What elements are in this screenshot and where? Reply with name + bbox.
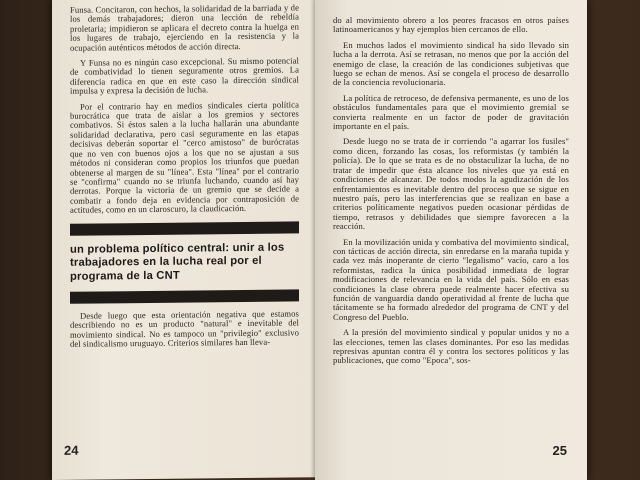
right-paragraph-6: A la presión del movimiento sindical y popular unidos y no a las elecciones, temen las clases dominantes. Por eso las medidas represivas apuntan contra él y contra los sectores políticos y las publicaciones, que como "Epoca", sos- xyxy=(333,327,569,366)
left-page xyxy=(52,0,315,480)
left-paragraph-4: Desde luego que esta orientación negativa que estamos describiendo no es un producto "natural" e inevitable del movimiento sindical. No es tampoco un "privilegio" exclusivo del sindicalismo uruguayo. Criterios similares han lleva- xyxy=(70,308,299,350)
page-number-left: 24 xyxy=(64,442,79,458)
right-page xyxy=(315,0,587,480)
right-paragraph-3: La política de retroceso, de defensiva permanente, es uno de los obstáculos fundamentales para que el movimiento gremial se convierta realmente en un factor de poder de gravitación importante en el país. xyxy=(333,92,569,132)
page-number-right: 25 xyxy=(552,443,567,458)
section-divider-top xyxy=(70,221,299,235)
section-title: un problema político central: unir a los trabajadores en la lucha real por el programa de la CNT xyxy=(70,241,285,283)
left-paragraph-1: Funsa. Concitaron, con hechos, la solidaridad de la barriada y de los demás trabajadores; dieron una lección de rebeldía proletaria; impidieron se aplicara el decreto contra la huelga en los lugares de trabajo, ejerciendo en la resistencia y la ocupación auténticos métodos de acción directa. xyxy=(70,2,299,53)
right-paragraph-2: En muchos lados el movimiento sindical ha sido llevado sin lucha a la derrota. Así se retrasan, no menos que por la acción del enemigo de clase, la creación de las condiciones subjetivas que luego se echan de menos. Así se congela el proceso de desarrollo de la conciencia revolucionaria. xyxy=(333,39,569,88)
right-paragraph-4: Desde luego no se trata de ir corriendo "a agarrar los fusiles" como dicen, forzando las cosas, los reformistas (y también la policía). De lo que se trata es de no obstaculizar la lucha, de no tratar de impedir que ésta alcance los niveles que ya está en condiciones de alcanzar. De todos modos la agudización de los enfrentamientos es inevitable dentro del proceso que se sigue en nuestro país, pero las interferencias que se realizan en base a criterios políticamente negativos pueden ocasionar pérdidas de tiempo, retrasos y debilidades que siempre favorecen a la reacción. xyxy=(333,136,569,232)
left-paragraph-2: Y Funsa no es ningún caso excepcional. Su mismo potencial de combatividad lo tienen seguramente otros gremios. La diferencia radica en que en este caso la dirección sindical impulsa y expresa la decisión de lucha. xyxy=(70,55,299,97)
section-divider-bottom xyxy=(70,289,299,303)
right-paragraph-5: En la movilización unida y combativa del movimiento sindical, con tácticas de acción directa, sin enredarse en la maraña tupida y cada vez más inoperante de cierto "legalismo" vacío, caro a los reformistas, radica la única posibilidad inmediata de lograr modificaciones de relevancia en la vida del país. Sólo en esas condiciones la clase obrera puede realmente hacer efectiva su función de vanguardia dando operatividad al frente de lucha que tácitamente se ha formado alrededor del programa de CNT y del Congreso del Pueblo. xyxy=(333,236,569,322)
right-paragraph-1: do al movimiento obrero a los peores fracasos en otros países latinoamericanos y hay ejemplos bien cercanos de ello. xyxy=(333,15,569,35)
left-paragraph-3: Por el contrario hay en medios sindicales cierta política burocrática que trata de aislar a los gremios y sectores combativos. Si éstos salen a la lucha hallarán una abundante solidaridad declarativa, pero casi seguramente en las etapas decisivas deberán soportar el "cerco amistoso" de burócratas que no ven con buenos ojos a los que no se ajustan a sus métodos ni consideran como propios los triunfos que puedan obtenerse al margen de su "línea". Esta "línea" por el contrario se "confirma" cuando no se triunfa luchando, cuando así hay derrotas. Porque la victoria de un gremio que se decide a combatir a fondo deja en evidencia por contraposición de actitudes, como en un claroscuro, la claudicación. xyxy=(70,99,299,215)
